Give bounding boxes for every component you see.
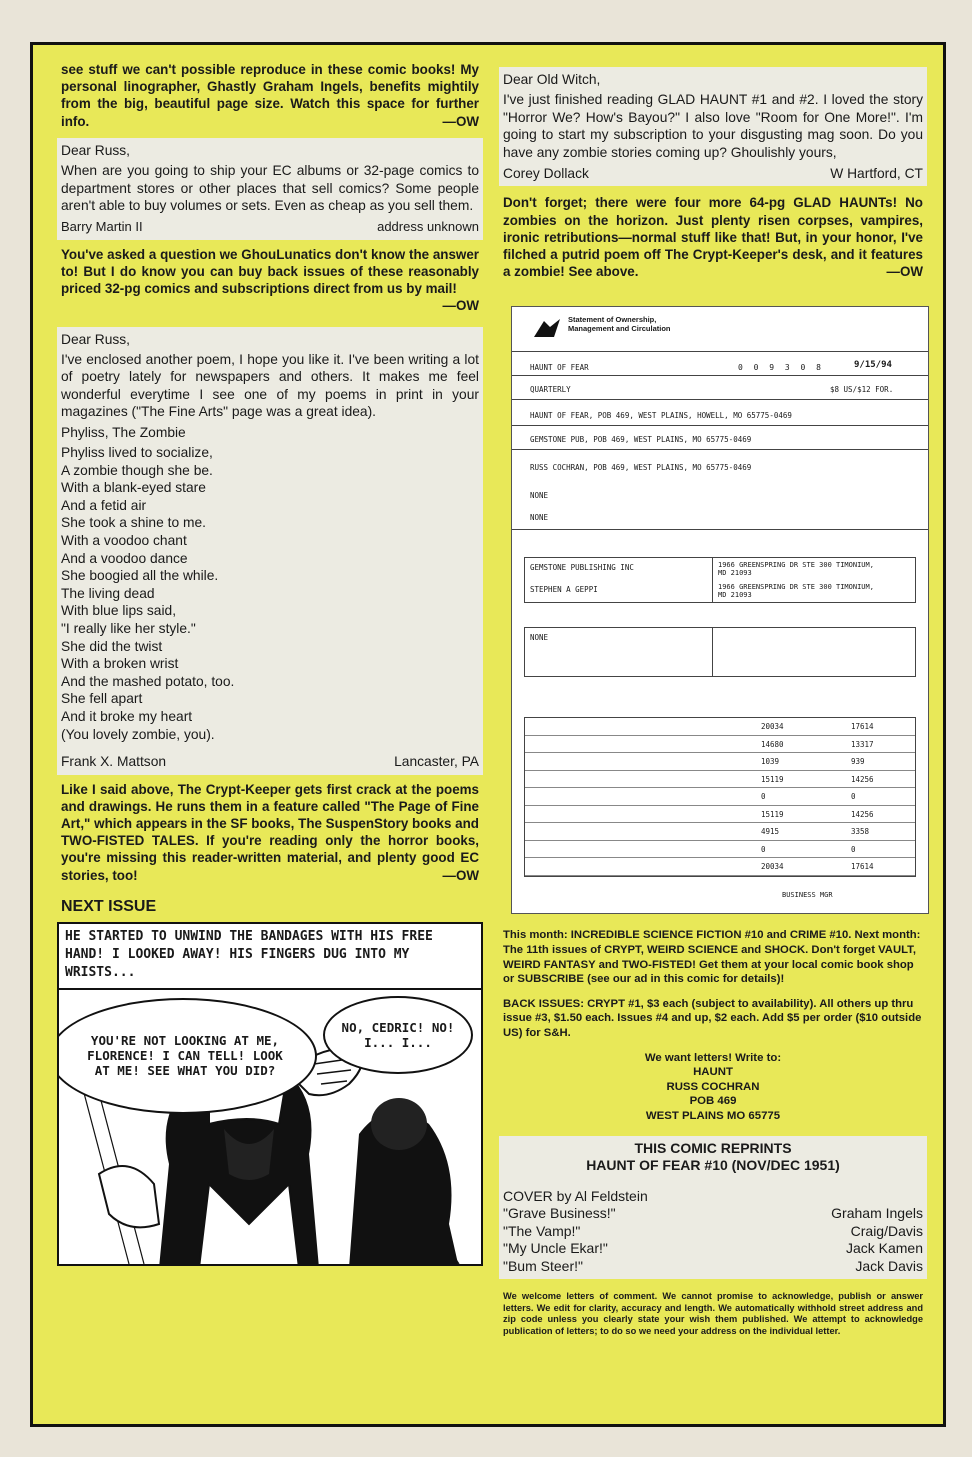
circulation-actual: 14256 [851, 809, 874, 819]
back-issues-notice: BACK ISSUES: CRYPT #1, $3 each (subject to availability). All others up thru issue #3, $1.50 each. Issues #4 and up, $2 each. Add $5 per order ($10 outside US) for S&H. [503, 997, 922, 1040]
reprint-row [503, 1205, 923, 1223]
circulation-avg: 20034 [761, 862, 784, 872]
reply-text: You've asked a question we GhouLunatics don't know the answer to! But I do know you can buy back issues of these reasonably priced 32-pg comics and subscriptions direct from us by mail! [61, 246, 479, 297]
letter-greeting: Dear Russ, [61, 331, 131, 347]
circulation-row [525, 718, 915, 736]
reply-signature: —OW [442, 298, 479, 314]
reply-text: see stuff we can't possible reproduce in these comic books! My personal linographer, Ghastly Graham Ingels, benefits mightily from the big, beautiful page size. Watch this space for further info. [61, 62, 479, 129]
left-column [61, 61, 479, 1266]
circulation-actual: 3358 [851, 827, 870, 837]
poem-line: She did the twist [61, 638, 163, 654]
poem [61, 444, 479, 743]
circulation-avg: 0 [761, 792, 766, 802]
poem-line: And the mashed potato, too. [61, 673, 235, 689]
letter-greeting: Dear Old Witch, [503, 72, 601, 87]
reprint-story: "The Vamp!" [503, 1222, 581, 1239]
form-frequency: QUARTERLY [530, 385, 571, 395]
form-publication: HAUNT OF FEAR [530, 363, 589, 373]
circulation-avg: 15119 [761, 774, 784, 784]
speech-bubble-florence: NO, CEDRIC! NO! I... I... [323, 996, 473, 1074]
poem-line: With a broken wrist [61, 656, 179, 672]
circulation-row [525, 753, 915, 771]
write-to-line: WEST PLAINS MO 65775 [645, 1109, 781, 1122]
write-to-line: We want letters! Write to: [644, 1051, 782, 1064]
write-to-address [503, 1051, 923, 1124]
letter-body: When are you going to ship your EC albums or 32-page comics to department stores or other places that sell comics? Some people aren't able to buy volumes or sets. Even as cheap as you sell them. [61, 163, 479, 214]
form-none-1: NONE [530, 491, 549, 501]
reprint-row [503, 1240, 923, 1258]
circulation-avg: 1039 [761, 757, 780, 767]
circulation-row [525, 841, 915, 859]
reprint-story: "My Uncle Ekar!" [503, 1240, 608, 1257]
form-title: Statement of Ownership, Management and Circulation [568, 315, 671, 334]
poem-line: Phyliss lived to socialize, [61, 445, 213, 461]
reprint-credits [499, 1136, 927, 1280]
reprint-artist: Craig/Davis [850, 1222, 923, 1239]
panel-caption: HE STARTED TO UNWIND THE BANDAGES WITH HIS FREE HAND! I LOOKED AWAY! HIS FINGERS DUG INTO MY WRISTS... [59, 924, 481, 990]
poem-line: With a blank-eyed stare [61, 480, 206, 496]
poem-line: The living dead [61, 585, 155, 601]
circulation-row [525, 858, 915, 876]
ownership-statement-form [511, 306, 929, 914]
reply-signature: —OW [442, 867, 479, 883]
poem-line: And it broke my heart [61, 709, 193, 724]
poem-line: (You lovely zombie, you). [61, 726, 215, 742]
circulation-actual: 0 [851, 792, 856, 802]
circulation-actual: 0 [851, 844, 856, 854]
letter-location: address unknown [377, 219, 479, 235]
speech-bubble-cedric: YOU'RE NOT LOOKING AT ME, FLORENCE! I CAN TELL! LOOK AT ME! SEE WHAT YOU DID? [57, 998, 317, 1114]
letter-author: Corey Dollack [503, 166, 589, 182]
circulation-avg: 0 [761, 844, 766, 854]
reply-text: Like I said above, The Crypt-Keeper gets first crack at the poems and drawings. He runs them in a feature called "The Page of Fine Art," which appears in the SF books, The SuspenStory books and TWO-FISTED TALES. If you're reading only the horror books, you're missing this reader-written material, and plenty good EC stories, too! [61, 781, 479, 883]
letter-body: I've enclosed another poem, I hope you like it. I've been writing a lot of poetry lately for newspapers and others. It makes me feel wonderful everytime I see one of my poems in print in your magazines ("The Fine Arts" page was a great idea). [61, 352, 479, 420]
reprint-artist: Jack Kamen [845, 1240, 923, 1257]
reprint-title: THIS COMIC REPRINTS [634, 1139, 792, 1156]
letter-body: I've just finished reading GLAD HAUNT #1 and #2. I loved the story "Horror We? How's Bayou?" I also love "Room for One More!". I'm going to start my subscription to your disgusting mag soon. Do you have any zombie stories coming up? Ghoulishly yours, [503, 92, 923, 160]
form-owner-2: STEPHEN A GEPPI [530, 585, 598, 595]
circulation-avg: 4915 [761, 827, 780, 837]
reprint-row [503, 1258, 923, 1276]
letter-location: W Hartford, CT [830, 166, 923, 182]
poem-title: Phyliss, The Zombie [61, 424, 186, 440]
circulation-row [525, 806, 915, 824]
circulation-row [525, 771, 915, 789]
poem-line: She fell apart [61, 691, 143, 707]
circulation-actual: 14256 [851, 774, 874, 784]
editor-reply-3 [61, 781, 479, 884]
circulation-actual: 17614 [851, 862, 874, 872]
circulation-actual: 17614 [851, 722, 874, 732]
editor-reply-2 [61, 246, 479, 315]
reprint-artist: Jack Davis [855, 1257, 923, 1274]
poem-line: A zombie though she be. [61, 462, 213, 478]
poem-line: She boogied all the while. [61, 568, 219, 584]
form-signer: BUSINESS MGR [782, 891, 833, 900]
letters-page [30, 42, 946, 1427]
write-to-line: POB 469 [689, 1095, 737, 1108]
letter-frank-mattson [57, 327, 483, 775]
circulation-row [525, 823, 915, 841]
reprint-rows [503, 1188, 923, 1276]
write-to-line: HAUNT [693, 1066, 733, 1079]
reply-signature: —OW [886, 264, 923, 280]
editor-reply-1 [61, 61, 479, 130]
form-none-2: NONE [530, 513, 549, 523]
form-address: HAUNT OF FEAR, POB 469, WEST PLAINS, HOWELL, MO 65775-0469 [530, 411, 792, 421]
right-column [503, 61, 923, 1337]
editor-reply-4 [503, 194, 923, 280]
poem-line: With a voodoo chant [61, 533, 187, 549]
next-issue-heading: NEXT ISSUE [61, 897, 157, 915]
form-owner-1-address: 1966 GREENSPRING DR STE 300 TIMONIUM, MD 21093 [718, 561, 874, 578]
letter-location: Lancaster, PA [394, 754, 479, 770]
circulation-row [525, 788, 915, 806]
eagle-logo-icon [532, 317, 562, 341]
this-month-notice: This month: INCREDIBLE SCIENCE FICTION #10 and CRIME #10. Next month: The 11th issues of CRYPT, WEIRD SCIENCE and SHOCK. Don't forget VAULT, WEIRD FANTASY and TWO-FISTED! Get them at your local comic book shop or SUBSCRIBE (see our ad in this comic for details)! [503, 929, 921, 986]
form-owner-2-address: 1966 GREENSPRING DR STE 300 TIMONIUM, MD 21093 [718, 583, 874, 600]
form-hq: GEMSTONE PUB, POB 469, WEST PLAINS, MO 65775-0469 [530, 435, 752, 445]
reprint-story: "Grave Business!" [503, 1205, 616, 1222]
form-owner-1: GEMSTONE PUBLISHING INC [530, 563, 634, 573]
letter-author: Barry Martin II [61, 219, 143, 235]
poem-line: "I really like her style." [61, 621, 196, 637]
poem-line: She took a shine to me. [61, 515, 206, 531]
fine-print: We welcome letters of comment. We cannot promise to acknowledge, publish or answer letters. We edit for clarity, accuracy and length. We automatically withhold street address and zip code unless you clearly state your wish them published. We attempt to acknowledge publication of letters; to do so we need your address on the individual letter. [503, 1291, 923, 1336]
circulation-row [525, 736, 915, 754]
reprint-issue: HAUNT OF FEAR #10 (NOV/DEC 1951) [586, 1156, 840, 1173]
reply-text: Don't forget; there were four more 64-pg GLAD HAUNTs! No zombies on the horizon. Just plenty risen corpses, vampires, ironic retributions—normal stuff like that! But, in your honor, I've filched a putrid poem off The Crypt-Keeper's desk, and it features a zombie! See above. [503, 195, 923, 280]
reprint-row [503, 1223, 923, 1241]
letter-corey-dollack [499, 67, 927, 186]
reprint-artist: Graham Ingels [831, 1205, 923, 1222]
letter-author: Frank X. Mattson [61, 754, 167, 770]
letter-greeting: Dear Russ, [61, 142, 131, 158]
form-price: $8 US/$12 FOR. [830, 385, 894, 395]
circulation-table [524, 717, 916, 877]
write-to-line: RUSS COCHRAN [666, 1080, 760, 1093]
next-issue-comic-panel [57, 922, 483, 1266]
form-pub-number: 0 0 9 3 0 8 [738, 363, 824, 373]
form-bond-holders: NONE [530, 633, 549, 643]
form-date: 9/15/94 [854, 360, 892, 371]
letter-barry-martin [57, 138, 483, 240]
poem-line: With blue lips said, [61, 603, 177, 619]
poem-line: And a voodoo dance [61, 550, 188, 566]
circulation-avg: 14680 [761, 739, 784, 749]
reprint-row [503, 1188, 923, 1206]
circulation-actual: 939 [851, 757, 865, 767]
circulation-avg: 15119 [761, 809, 784, 819]
circulation-actual: 13317 [851, 739, 874, 749]
form-editor: RUSS COCHRAN, POB 469, WEST PLAINS, MO 65775-0469 [530, 463, 752, 473]
circulation-avg: 20034 [761, 722, 784, 732]
reprint-story: "Bum Steer!" [503, 1257, 583, 1274]
reprint-story: COVER by Al Feldstein [503, 1187, 648, 1204]
poem-line: And a fetid air [61, 497, 147, 513]
reply-signature: —OW [442, 113, 479, 129]
